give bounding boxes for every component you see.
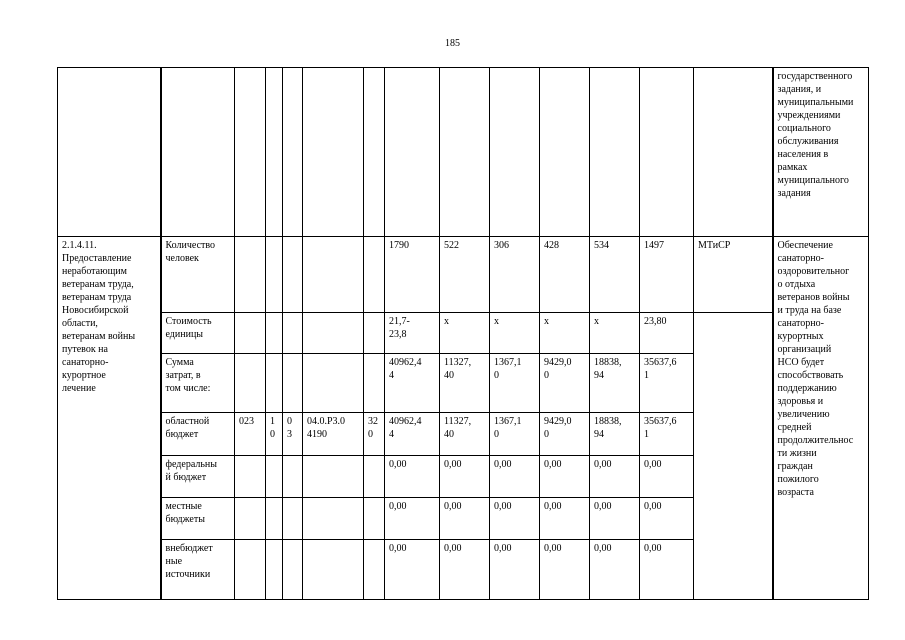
- value-cell: [440, 354, 490, 413]
- value-cell: [590, 237, 640, 313]
- result-text: государственного задания, и муниципальными учреждениями социального обслуживания населения в рамках муниципального задания: [777, 71, 854, 199]
- empty-cell: [385, 68, 440, 237]
- value: 0,00: [444, 459, 462, 470]
- value-cell: [540, 354, 590, 413]
- value: 40962,4 4: [389, 357, 422, 381]
- value: 18838, 94: [594, 357, 622, 381]
- value-cell: [440, 237, 490, 313]
- rz-cell: [266, 540, 283, 600]
- value: 0,00: [544, 459, 562, 470]
- vr-value: 32 0: [368, 416, 378, 440]
- rz-cell: [266, 354, 283, 413]
- indicator-label: Количество человек: [165, 240, 216, 264]
- value: 21,7- 23,8: [389, 316, 410, 340]
- value-cell: [590, 413, 640, 456]
- rz-cell: [266, 313, 283, 354]
- pr-value: 0 3: [287, 416, 292, 440]
- value: 0,00: [594, 543, 612, 554]
- value-cell: [385, 313, 440, 354]
- vr-cell: [364, 354, 385, 413]
- indicator-label: Стоимость единицы: [165, 316, 212, 340]
- value-cell: [590, 313, 640, 354]
- value-cell: [540, 498, 590, 540]
- empty-cell: [590, 68, 640, 237]
- value-cell: [440, 540, 490, 600]
- grbs-value: 023: [239, 416, 254, 427]
- value-cell: [640, 540, 694, 600]
- empty-cell: [58, 68, 161, 237]
- indicator-label: местные бюджеты: [165, 501, 205, 525]
- result-text: Обеспечение санаторно- оздоровительног о отдыха ветеранов войны и труда на базе санаторно- курортных организаций НСО будет способствовать поддержанию здоровья и увеличению средней продолжительнос ти жизни граждан пожилого возраста: [777, 240, 854, 498]
- grbs-cell: [235, 237, 266, 313]
- value: 0,00: [389, 501, 407, 512]
- value: 18838, 94: [594, 416, 622, 440]
- value-cell: [590, 540, 640, 600]
- indicator-cell: [161, 456, 235, 498]
- value: 1497: [644, 240, 664, 251]
- indicator-cell: [161, 413, 235, 456]
- value-cell: [385, 540, 440, 600]
- value-cell: [540, 413, 590, 456]
- csr-cell: [303, 498, 364, 540]
- pr-cell: [283, 313, 303, 354]
- value: 0,00: [494, 459, 512, 470]
- value-cell: [640, 313, 694, 354]
- table-row: [58, 313, 869, 354]
- value: 0,00: [444, 543, 462, 554]
- continuation-row: [58, 68, 869, 237]
- grbs-cell: [235, 313, 266, 354]
- value: 40962,4 4: [389, 416, 422, 440]
- grbs-cell: [235, 498, 266, 540]
- csr-value: 04.0.Р3.0 4190: [307, 416, 346, 440]
- value-cell: [440, 456, 490, 498]
- value-cell: [385, 413, 440, 456]
- executor-cell: [694, 313, 773, 600]
- table-row: [58, 237, 869, 313]
- empty-cell: [364, 68, 385, 237]
- value-cell: [490, 456, 540, 498]
- empty-cell: [283, 68, 303, 237]
- value: 0,00: [544, 501, 562, 512]
- value-cell: [540, 540, 590, 600]
- empty-cell: [440, 68, 490, 237]
- value-cell: [540, 456, 590, 498]
- value-cell: [385, 354, 440, 413]
- value: 35637,6 1: [644, 357, 677, 381]
- value-cell: [490, 237, 540, 313]
- indicator-label: федеральны й бюджет: [165, 459, 217, 483]
- indicator-cell: [161, 313, 235, 354]
- value: x: [494, 316, 499, 327]
- empty-cell: [235, 68, 266, 237]
- value-cell: [490, 540, 540, 600]
- grbs-cell: [235, 540, 266, 600]
- value: 0,00: [494, 543, 512, 554]
- value-cell: [590, 354, 640, 413]
- measure-id-cell: [58, 237, 161, 600]
- value: 23,80: [644, 316, 667, 327]
- vr-cell: [364, 413, 385, 456]
- empty-cell: [540, 68, 590, 237]
- indicator-label: внебюджет ные источники: [165, 543, 213, 580]
- rz-cell: [266, 498, 283, 540]
- vr-cell: [364, 237, 385, 313]
- vr-cell: [364, 498, 385, 540]
- empty-cell: [694, 68, 773, 237]
- value: 0,00: [594, 459, 612, 470]
- measure-name: 2.1.4.11. Предоставление неработающим ветеранам труда, ветеранам труда Новосибирской области, ветеранам войны путевок на санаторно- курортное лечение: [62, 240, 136, 394]
- value-cell: [440, 498, 490, 540]
- csr-cell: [303, 540, 364, 600]
- value: 0,00: [644, 543, 662, 554]
- pr-cell: [283, 413, 303, 456]
- executor-cell: [694, 237, 773, 313]
- empty-cell: [490, 68, 540, 237]
- result-cell: [773, 68, 869, 237]
- value-cell: [440, 413, 490, 456]
- pr-cell: [283, 456, 303, 498]
- indicator-cell: [161, 237, 235, 313]
- rz-value: 1 0: [270, 416, 275, 440]
- value-cell: [385, 498, 440, 540]
- rz-cell: [266, 413, 283, 456]
- indicator-label: Сумма затрат, в том числе:: [165, 357, 211, 394]
- grbs-cell: [235, 413, 266, 456]
- value: 306: [494, 240, 509, 251]
- value: 522: [444, 240, 459, 251]
- rz-cell: [266, 237, 283, 313]
- result-cell: [773, 237, 869, 600]
- value: 0,00: [444, 501, 462, 512]
- value: 0,00: [389, 459, 407, 470]
- value-cell: [640, 413, 694, 456]
- value-cell: [540, 313, 590, 354]
- csr-cell: [303, 237, 364, 313]
- value-cell: [590, 498, 640, 540]
- indicator-cell: [161, 354, 235, 413]
- value: 1790: [389, 240, 409, 251]
- value-cell: [590, 456, 640, 498]
- value: 1367,1 0: [494, 416, 522, 440]
- value-cell: [540, 237, 590, 313]
- value: 1367,1 0: [494, 357, 522, 381]
- grbs-cell: [235, 456, 266, 498]
- value-cell: [640, 498, 694, 540]
- value-cell: [490, 498, 540, 540]
- csr-cell: [303, 456, 364, 498]
- value-cell: [490, 354, 540, 413]
- value-cell: [490, 413, 540, 456]
- value: 0,00: [644, 459, 662, 470]
- value: 0,00: [389, 543, 407, 554]
- value-cell: [640, 456, 694, 498]
- value-cell: [385, 456, 440, 498]
- indicator-cell: [161, 498, 235, 540]
- vr-cell: [364, 456, 385, 498]
- value: 9429,0 0: [544, 416, 572, 440]
- csr-cell: [303, 413, 364, 456]
- pr-cell: [283, 540, 303, 600]
- empty-cell: [640, 68, 694, 237]
- csr-cell: [303, 313, 364, 354]
- rz-cell: [266, 456, 283, 498]
- pr-cell: [283, 237, 303, 313]
- value: x: [444, 316, 449, 327]
- value: 9429,0 0: [544, 357, 572, 381]
- value: 11327, 40: [444, 416, 472, 440]
- value-cell: [640, 354, 694, 413]
- empty-cell: [266, 68, 283, 237]
- pr-cell: [283, 498, 303, 540]
- grbs-cell: [235, 354, 266, 413]
- vr-cell: [364, 540, 385, 600]
- value: 35637,6 1: [644, 416, 677, 440]
- value: 0,00: [544, 543, 562, 554]
- value: 428: [544, 240, 559, 251]
- indicator-cell: [161, 540, 235, 600]
- value: 0,00: [594, 501, 612, 512]
- value-cell: [440, 313, 490, 354]
- value-cell: [385, 237, 440, 313]
- empty-cell: [303, 68, 364, 237]
- indicator-label: областной бюджет: [165, 416, 210, 440]
- executor: МТиСР: [698, 240, 731, 251]
- value: x: [594, 316, 599, 327]
- program-measures-table: [57, 67, 869, 600]
- value: 0,00: [644, 501, 662, 512]
- value-cell: [490, 313, 540, 354]
- vr-cell: [364, 313, 385, 354]
- empty-cell: [161, 68, 235, 237]
- value: 11327, 40: [444, 357, 472, 381]
- value: 0,00: [494, 501, 512, 512]
- page-number: 185: [445, 38, 460, 49]
- csr-cell: [303, 354, 364, 413]
- value: 534: [594, 240, 609, 251]
- value-cell: [640, 237, 694, 313]
- pr-cell: [283, 354, 303, 413]
- value: x: [544, 316, 549, 327]
